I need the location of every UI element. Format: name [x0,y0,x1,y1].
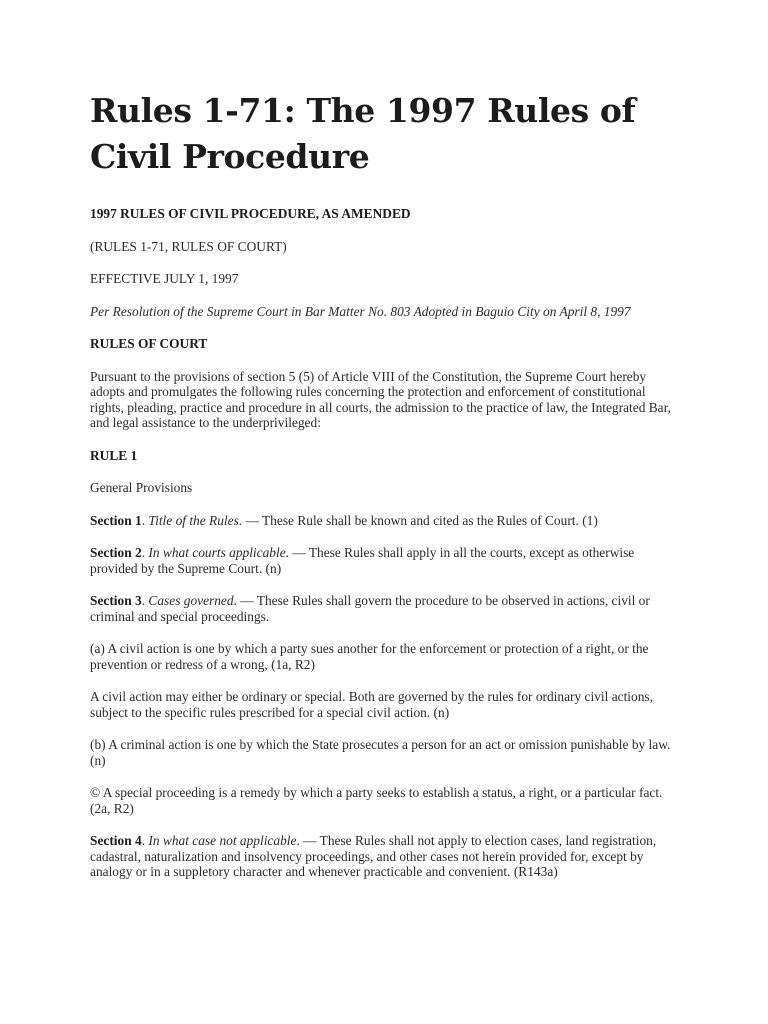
rule-heading: RULE 1 [90,447,138,463]
rules-range: (RULES 1-71, RULES OF COURT) [90,238,287,254]
section-text: — These Rules shall not apply to election cases, land registration, cadastral, naturalization and insolvency proceedings, and other cases not herein provided for, except by analogy or in a suppletory character and whenever practicable and convenient. (R143a) [90,833,657,879]
section-3: Section 3. Cases governed. — These Rules shall govern the procedure to be observed in actions, civil or criminal and special proceedings. [90,593,650,624]
section-label: Section 2 [90,545,142,560]
section-title: In what courts applicable [148,545,286,560]
section-label: Section 4 [90,833,142,848]
rule-title: General Provisions [90,480,193,495]
section-title: In what case not applicable [148,833,297,848]
resolution-note [90,304,680,320]
section-3-civil-types: A civil action may either be ordinary or special. Both are governed by the rules for ordinary civil actions, subject to the specific rules prescribed for a special civil action. (n) [90,689,653,720]
section-text: — These Rules shall govern the procedure to be observed in actions, civil or criminal and special proceedings. [90,593,650,624]
section-1: Section 1. Title of the Rules. — These Rule shall be known and cited as the Rules of Court. (1) [90,512,598,528]
section-2: Section 2. In what courts applicable. — These Rules shall apply in all the courts, except as otherwise provided by the Supreme Court. (n) [90,545,635,576]
section-3-paragraph-c: © A special proceeding is a remedy by which a party seeks to establish a status, a right, or a particular fact. (2a, R2) [90,785,663,816]
section-label: Section 1 [90,512,142,528]
section-title: Cases governed [148,593,234,608]
section-4: Section 4. In what case not applicable. — These Rules shall not apply to election cases, land registration, cadastral, naturalization and insolvency proceedings, and other cases not herein provided for, except by analogy or in a suppletory character and whenever practicable and convenient. (R143a) [90,833,657,879]
document-subtitle: 1997 RULES OF CIVIL PROCEDURE, AS AMENDED [90,206,411,221]
section-title: Title of the Rules [148,512,239,528]
section-3-paragraph-a: (a) A civil action is one by which a party sues another for the enforcement or protection of a right, or the prevention or redress of a wrong, (1a, R2) [90,641,649,672]
rules-of-court-heading: RULES OF COURT [90,336,208,351]
preamble-paragraph: Pursuant to the provisions of section 5 (5) of Article VIII of the Constitution, the Supreme Court hereby adopts and promulgates the following rules concerning the protection and enforcement of constitutional rights, pleading, practice and procedure in all courts, the admission to the practice of law, the Integrated Bar, and legal assistance to the underprivileged: [90,368,671,430]
resolution-text: Per Resolution of the Supreme Court in Bar Matter No. 803 Adopted in Baguio City on April 8, 1997 [90,303,631,319]
section-label: Section 3 [90,593,142,608]
document-page [90,88,680,897]
section-text: — These Rules shall apply in all the courts, except as otherwise provided by the Supreme Court. (n) [90,545,635,576]
section-text: — These Rule shall be known and cited as the Rules of Court. (1) [242,512,598,528]
effective-date: EFFECTIVE JULY 1, 1997 [90,271,239,286]
section-3-paragraph-b: (b) A criminal action is one by which the State prosecutes a person for an act or omission punishable by law. (n) [90,737,671,768]
document-title: Rules 1-71: The 1997 Rules of Civil Procedure [90,91,636,176]
